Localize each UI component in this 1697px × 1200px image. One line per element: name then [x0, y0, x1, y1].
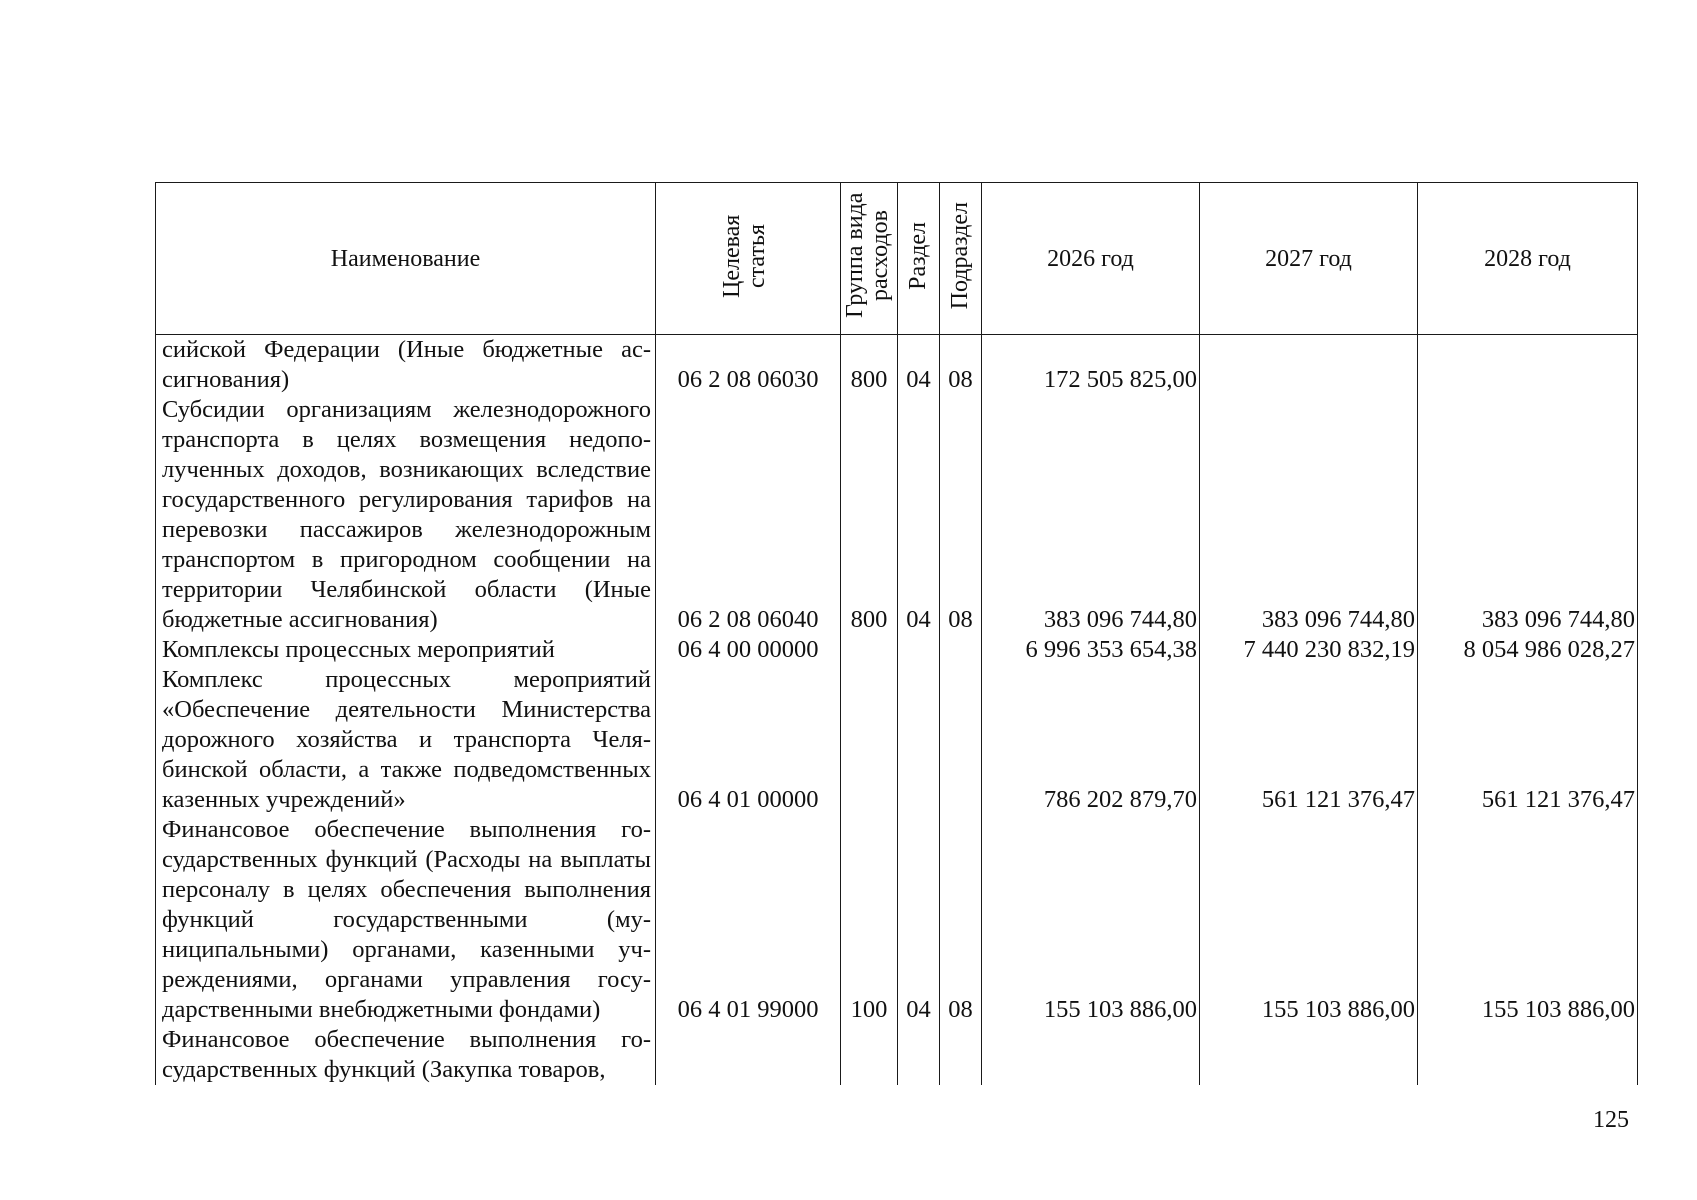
- table-row: [156, 815, 1638, 1025]
- row-name: Комплексы процессных мероприятий: [156, 635, 656, 665]
- row-value-2026: [982, 1025, 1200, 1085]
- row-code: 06 2 08 06040: [656, 395, 841, 635]
- row-value-2026: 155 103 886,00: [982, 815, 1200, 1025]
- row-value-2026: 383 096 744,80: [982, 395, 1200, 635]
- row-value-2028: [1418, 335, 1638, 396]
- header-year-2026: 2026 год: [982, 183, 1200, 335]
- header-name: Наименование: [156, 183, 656, 335]
- row-group: [841, 635, 898, 665]
- row-code: 06 4 01 99000: [656, 815, 841, 1025]
- row-section: 04: [898, 395, 940, 635]
- table-header: [156, 183, 1638, 335]
- table-row: [156, 635, 1638, 665]
- header-year-2028: 2028 год: [1418, 183, 1638, 335]
- row-group: [841, 665, 898, 815]
- row-value-2028: 561 121 376,47: [1418, 665, 1638, 815]
- row-section: [898, 635, 940, 665]
- row-value-2027: 7 440 230 832,19: [1200, 635, 1418, 665]
- table-row: [156, 395, 1638, 635]
- row-value-2026: 6 996 353 654,38: [982, 635, 1200, 665]
- header-section: Раздел: [898, 183, 940, 335]
- row-value-2028: 383 096 744,80: [1418, 395, 1638, 635]
- row-value-2028: 155 103 886,00: [1418, 815, 1638, 1025]
- row-value-2027: [1200, 335, 1418, 396]
- row-code: 06 4 01 00000: [656, 665, 841, 815]
- budget-table: [155, 182, 1638, 1085]
- header-target-article: Целевая статья: [656, 183, 841, 335]
- row-subsection: [940, 635, 982, 665]
- row-subsection: 08: [940, 335, 982, 396]
- row-name: Финансовое обеспечение выполнения государственных функций (Расходы на выплаты персоналу в целях обеспечения выполнения функций государственными (муниципальными) органами, казенными учреждениями, органами управления государственными внебюджетными фондами): [156, 815, 656, 1025]
- row-subsection: 08: [940, 815, 982, 1025]
- row-value-2026: 172 505 825,00: [982, 335, 1200, 396]
- row-value-2028: [1418, 1025, 1638, 1085]
- row-section: [898, 1025, 940, 1085]
- header-expense-group: Группа вида расходов: [841, 183, 898, 335]
- row-name: Комплекс процессных мероприятий «Обеспечение деятельности Министерства дорожного хозяйства и транспорта Челябинской области, а также подведомственных казенных учреждений»: [156, 665, 656, 815]
- row-subsection: [940, 665, 982, 815]
- table-row: [156, 335, 1638, 396]
- table-row: [156, 665, 1638, 815]
- row-group: 800: [841, 395, 898, 635]
- row-group: 100: [841, 815, 898, 1025]
- row-code: [656, 1025, 841, 1085]
- row-subsection: [940, 1025, 982, 1085]
- row-value-2027: 155 103 886,00: [1200, 815, 1418, 1025]
- page-number: 125: [1593, 1107, 1629, 1133]
- table-row: [156, 1025, 1638, 1085]
- row-group: [841, 1025, 898, 1085]
- row-section: [898, 665, 940, 815]
- row-section: 04: [898, 815, 940, 1025]
- header-subsection: Подраздел: [940, 183, 982, 335]
- row-code: 06 2 08 06030: [656, 335, 841, 396]
- row-value-2027: [1200, 1025, 1418, 1085]
- row-section: 04: [898, 335, 940, 396]
- row-subsection: 08: [940, 395, 982, 635]
- header-year-2027: 2027 год: [1200, 183, 1418, 335]
- row-code: 06 4 00 00000: [656, 635, 841, 665]
- row-value-2028: 8 054 986 028,27: [1418, 635, 1638, 665]
- row-name: Субсидии организациям железнодорожного транспорта в целях возмещения недополученных доходов, возникающих вследствие государственного регулирования тарифов на перевозки пассажиров железнодорожным транспортом в пригородном сообщении на территории Челябинской области (Иные бюджетные ассигнования): [156, 395, 656, 635]
- row-name: Финансовое обеспечение выполнения государственных функций (Закупка товаров,: [156, 1025, 656, 1085]
- row-value-2027: 383 096 744,80: [1200, 395, 1418, 635]
- row-name: сийской Федерации (Иные бюджетные ассигнования): [156, 335, 656, 396]
- row-value-2027: 561 121 376,47: [1200, 665, 1418, 815]
- row-value-2026: 786 202 879,70: [982, 665, 1200, 815]
- row-group: 800: [841, 335, 898, 396]
